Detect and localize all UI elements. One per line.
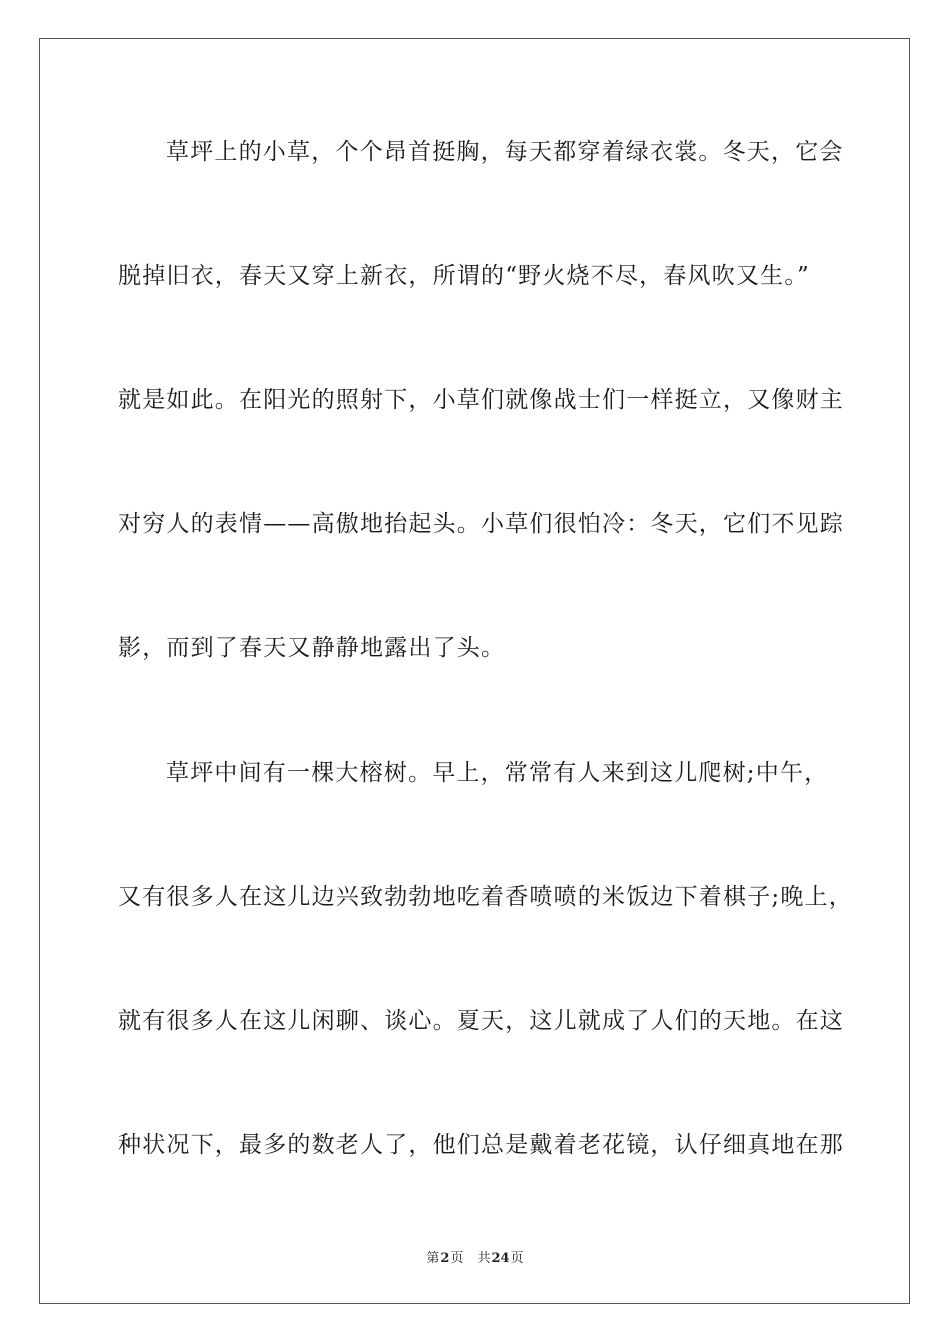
paragraph-1-line-4: 对穷人的表情——高傲地抬起头。小草们很怕冷：冬天，它们不见踪 [118,511,844,537]
page-suffix: 页 [450,1251,464,1266]
paragraph-2-line-4: 种状况下，最多的数老人了，他们总是戴着老花镜，认仔细真地在那 [118,1132,844,1158]
total-page-count: 24 [491,1251,510,1266]
page-prefix: 第 [426,1251,440,1266]
paragraph-1-line-3: 就是如此。在阳光的照射下，小草们就像战士们一样挺立，又像财主 [118,387,844,413]
paragraph-2-line-3: 就有很多人在这儿闲聊、谈心。夏天，这儿就成了人们的天地。在这 [118,1008,844,1034]
page-footer [0,1247,950,1266]
paragraph-1-line-2: 脱掉旧衣，春天又穿上新衣，所谓的“野火烧不尽，春风吹又生。” [118,263,811,289]
current-page-number: 2 [440,1251,450,1266]
total-suffix: 页 [510,1251,524,1266]
paragraph-1-line-1: 草坪上的小草，个个昂首挺胸，每天都穿着绿衣裳。冬天，它会 [166,139,844,165]
total-prefix: 共 [477,1251,491,1266]
paragraph-2-line-1: 草坪中间有一棵大榕树。早上，常常有人来到这儿爬树;中午， [166,760,829,786]
page-border [39,38,910,1304]
paragraph-2-line-2: 又有很多人在这儿边兴致勃勃地吃着香喷喷的米饭边下着棋子;晚上， [118,884,853,910]
paragraph-1-line-5: 影，而到了春天又静静地露出了头。 [118,635,506,661]
